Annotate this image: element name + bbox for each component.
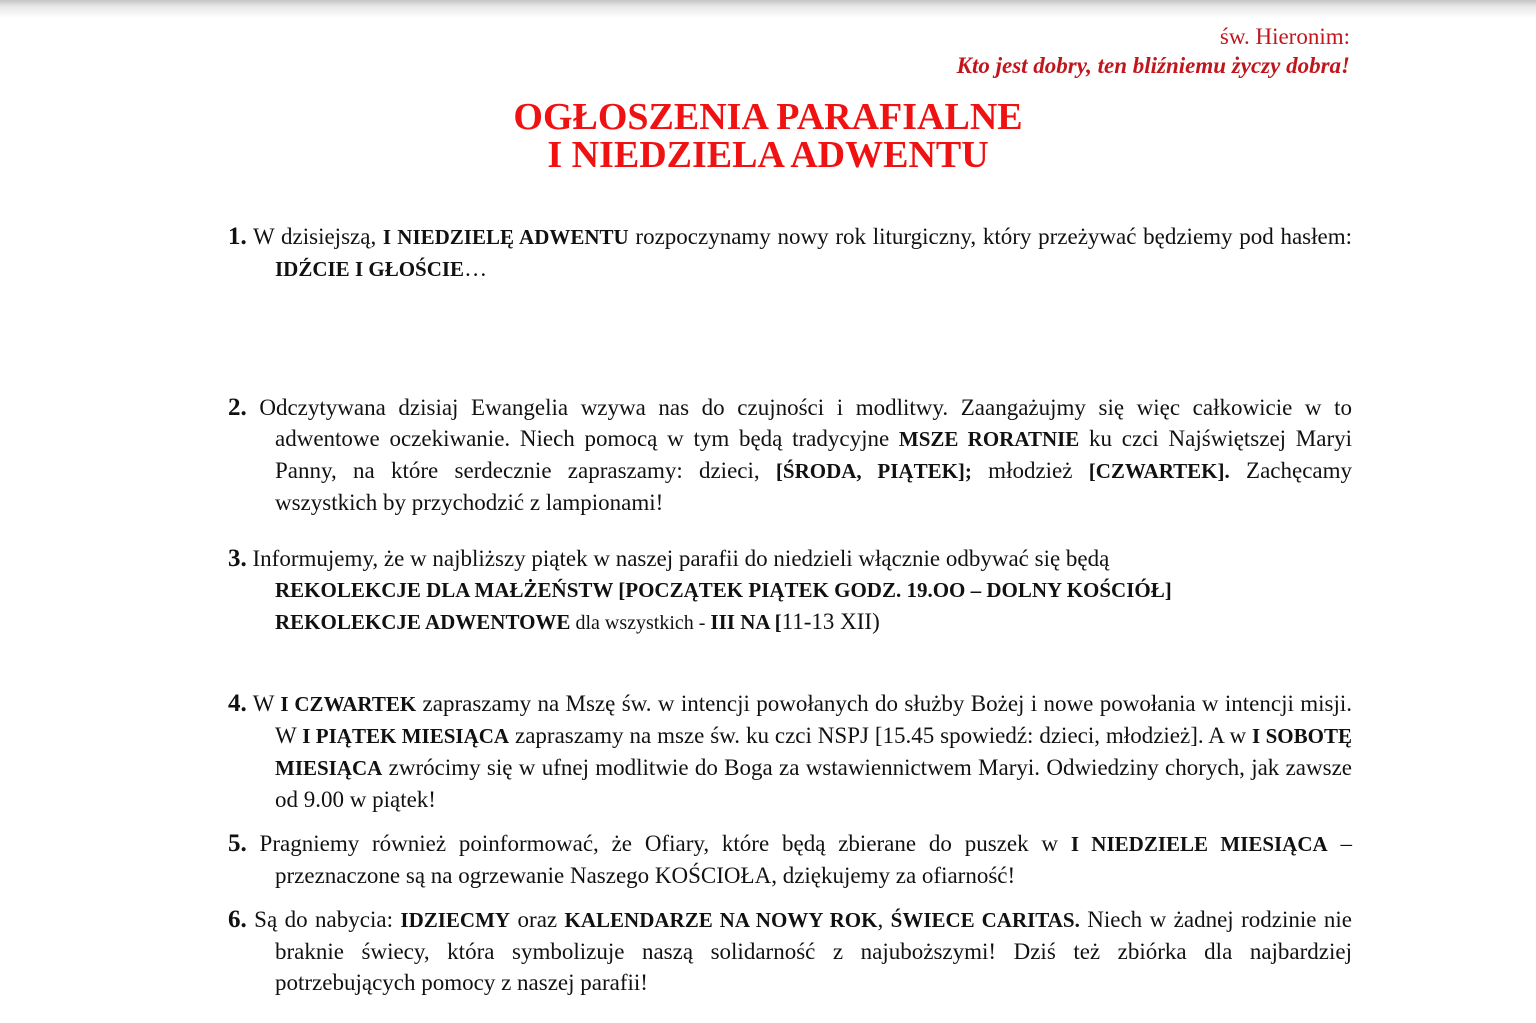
- page-title: [0, 98, 1536, 174]
- item-3-line-2: REKOLEKCJE DLA MAŁŻEŃSTW [POCZĄTEK PIĄTEK GODZ. 19.OO – DOLNY KOŚCIÓŁ]: [275, 578, 1172, 602]
- item-3-line-3-text: dla wszystkich -: [570, 612, 711, 634]
- body-text: Pragniemy również poinformować, że Ofiary, które będą zbierane do puszek w: [246, 831, 1071, 856]
- title-line-1: OGŁOSZENIA PARAFIALNE: [513, 96, 1023, 138]
- emphasis-text: I SOBOTĘ MIESIĄCA: [275, 724, 1352, 780]
- header-quote: [957, 22, 1350, 80]
- item-3-line-3-bold: REKOLEKCJE ADWENTOWE: [275, 610, 571, 634]
- body-text: Odczytywana dzisiaj Ewangelia wzywa nas do czujności i modlitwy. Zaangażujmy się więc całkowicie w to adwentowe oczekiwanie. Niech pomocą w tym będą tradycyjne: [246, 395, 1352, 451]
- announcement-3: [228, 543, 1352, 639]
- viewer-top-shadow: [0, 0, 1536, 18]
- body-text: ku czci Najświętszej Maryi Panny, na które serdecznie zapraszamy: dzieci,: [275, 426, 1353, 483]
- emphasis-text: I CZWARTEK: [280, 692, 417, 716]
- emphasis-text: ŚWIECE CARITAS.: [890, 908, 1080, 932]
- body-text: – przeznaczone są na ogrzewanie Naszego KOŚCIOŁA, dziękujemy za ofiarność!: [275, 831, 1352, 888]
- emphasis-text: KALENDARZE NA NOWY ROK: [564, 908, 878, 932]
- body-text: zapraszamy na msze św. ku czci NSPJ [15.45 spowiedź: dzieci, młodzież]. A w: [509, 723, 1253, 748]
- emphasis-text: [CZWARTEK].: [1088, 459, 1230, 483]
- item-3-line-3-bold2: III NA [: [710, 610, 782, 634]
- body-text: W: [246, 691, 281, 716]
- item-number: 3.: [228, 545, 247, 572]
- title-line-2: I NIEDZIELA ADWENTU: [547, 134, 989, 176]
- body-text: zwrócimy się w ufnej modlitwie do Boga za wstawiennictwem Maryi. Odwiedziny chorych, jak zawsze od 9.00 w piątek!: [275, 755, 1352, 812]
- body-text: Są do nabycia:: [246, 907, 401, 932]
- emphasis-text: I PIĄTEK MIESIĄCA: [302, 724, 510, 748]
- body-text: młodzież: [971, 458, 1089, 483]
- announcement-2: [228, 392, 1352, 518]
- emphasis-text: IDŹCIE I GŁOŚCIE: [275, 257, 465, 281]
- item-3-line-1: Informujemy, że w najbliższy piątek w naszej parafii do niedzieli włącznie odbywać się będą: [246, 546, 1110, 571]
- quote-author: św. Hieronim:: [1219, 24, 1350, 49]
- announcement-6: [228, 904, 1352, 998]
- body-text: …: [464, 256, 488, 281]
- body-text: Zachęcamy wszystkich by przychodzić z lampionami!: [275, 458, 1353, 515]
- body-text: zapraszamy na Mszę św. w intencji powołanych do służby Bożej i nowe powołania w intencji misji. W: [275, 691, 1352, 748]
- emphasis-text: MSZE RORATNIE: [898, 427, 1080, 451]
- body-text: Niech w żadnej rodzinie nie braknie świecy, która symbolizuje naszą solidarność z najuboższymi! Dziś też zbiórka dla najbardziej potrzebujących pomocy z naszej parafii!: [275, 907, 1353, 995]
- body-text: W dzisiejszą,: [246, 224, 383, 249]
- item-number: 6.: [228, 906, 247, 933]
- body-text: rozpoczynamy nowy rok liturgiczny, który przeżywać będziemy pod hasłem:: [628, 224, 1352, 249]
- item-number: 4.: [228, 690, 247, 717]
- announcement-4: [228, 688, 1352, 815]
- item-number: 1.: [228, 223, 247, 250]
- quote-text: Kto jest dobry, ten bliźniemu życzy dobra!: [956, 53, 1350, 78]
- emphasis-text: IDZIECMY: [400, 908, 511, 932]
- emphasis-text: I NIEDZIELE MIESIĄCA: [1070, 832, 1328, 856]
- emphasis-text: [ŚRODA, PIĄTEK];: [775, 459, 972, 483]
- item-3-line-3-tail: 11-13 XII): [781, 609, 880, 634]
- announcement-1: [228, 221, 1352, 285]
- body-text: oraz: [510, 907, 565, 932]
- emphasis-text: I NIEDZIELĘ ADWENTU: [382, 225, 629, 249]
- announcement-5: [228, 828, 1352, 891]
- body-text: ,: [877, 907, 891, 932]
- item-number: 5.: [228, 830, 247, 857]
- item-number: 2.: [228, 394, 247, 421]
